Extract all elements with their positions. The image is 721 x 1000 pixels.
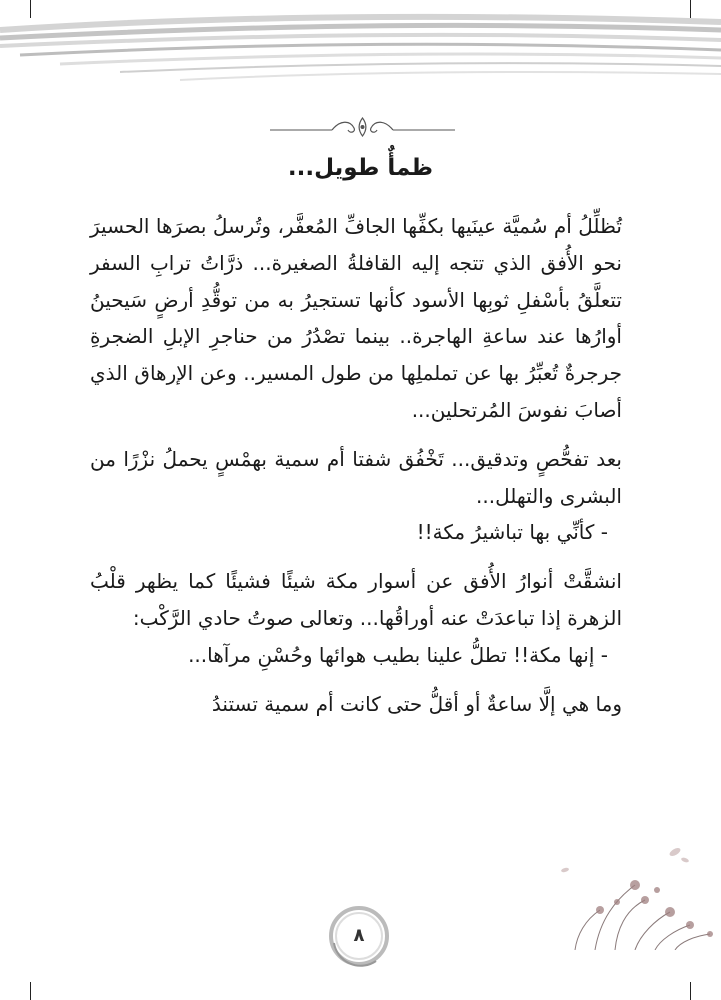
paragraph-2: بعد تفحُّصٍ وتدقيق... تَخْفُق شفتا أم سمية بهمْسٍ يحملُ نزْرًا من البشرى والتهلل... xyxy=(90,446,622,508)
crop-mark-bottom-left xyxy=(30,982,31,1000)
paragraph-3: انشقَّتْ أنوارُ الأُفق عن أسوار مكة شيئًا فشيئًا كما يظهر قلْبُ الزهرة إذا تباعدَتْ عنه أوراقُها... وتعالى صوتُ حادي الرَّكْب: xyxy=(90,569,622,630)
page-number-badge xyxy=(326,903,392,969)
floral-divider-icon xyxy=(270,112,455,142)
paragraph-4: وما هي إلَّا ساعةٌ أو أقلُّ حتى كانت أم سمية تستندُ xyxy=(211,691,622,716)
flower-sprig-icon xyxy=(505,840,721,950)
page-number: ٨ xyxy=(353,925,365,946)
crop-mark-bottom-right xyxy=(690,982,691,1000)
dialogue-line-2: - إنها مكة!! تطلُّ علينا بطيب هوائها وحُسْنِ مرآها... xyxy=(188,642,608,667)
paragraph-1: تُظلِّلُ أم سُميَّة عينَيها بكفِّها الجافِّ المُعفَّر، وتُرسلُ بصرَها الحسيرَ نحو الأُفق الذي تتجه إليه القافلةُ الصغيرة... ذرَّاتُ ترابِ السفر تتعلَّقُ بأسْفلِ ثوبِها الأسود كأنها تستجيرُ به من توقُّدِ أرضٍ سَيحينُ أوارُها عند ساعةِ الهاجرة.. بينما تصْدُرُ من حناجرِ الإبلِ الضجرةِ جرجرةٌ تُعبِّرُ بها عن تململِها من طول المسير.. وعن الإرهاق الذي أصابَ نفوسَ المُرتحلين... xyxy=(90,214,622,422)
dialogue-line-1: - كأنِّي بها تباشيرُ مكة!! xyxy=(416,520,608,545)
chapter-title: ظمأٌ طويل... xyxy=(287,155,434,181)
header-decoration xyxy=(0,0,721,95)
body-text xyxy=(90,208,622,722)
